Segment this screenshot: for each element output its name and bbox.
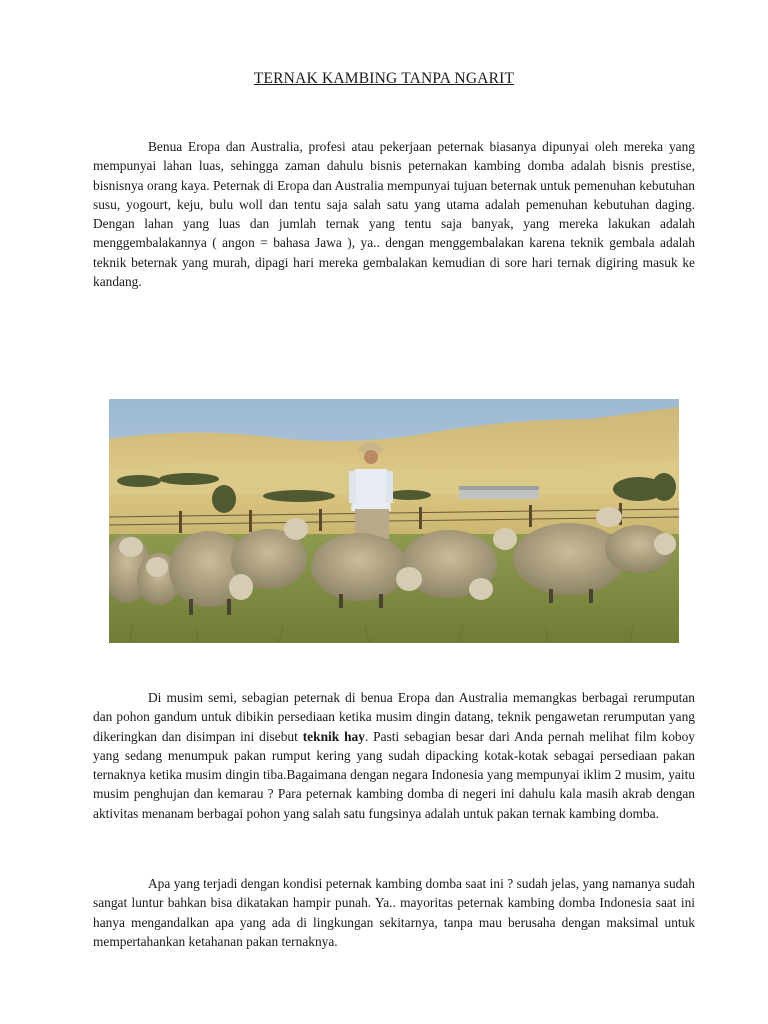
- paragraph-2-text: Di musim semi, sebagian peternak di benua Eropa dan Australia memangkas berbagai rerumputan dan pohon gandum untuk dibikin persediaan ketika musim dingin datang, teknik pengawetan rerumputan yang dikeringkan dan disimpan ini disebut: [93, 690, 695, 744]
- document-title: TERNAK KAMBING TANPA NGARIT: [253, 70, 515, 87]
- paragraph-2-text-continued: . Pasti sebagian besar dari Anda pernah melihat film koboy yang sedang menumpuk pakan rumput kering yang sudah dipacking kotak-kotak sebagai persediaan pakan ternaknya ketika musim dingin tiba.Bagaimana dengan negara Indonesia yang mempunyai iklim 2 musim, yaitu musim penghujan dan kemarau ? Para peternak kambing domba di negeri ini dahulu kala masih akrab dengan aktivitas menanam berbagai pohon yang salah satu fungsinya adalah untuk pakan ternak kambing domba.: [93, 728, 696, 821]
- teknik-hay-term: teknik hay: [302, 728, 365, 744]
- paragraph-2: [93, 688, 695, 823]
- sheep-farmer-photo: [109, 399, 679, 643]
- paragraph-1: Benua Eropa dan Australia, profesi atau pekerjaan peternak biasanya dipunyai oleh mereka yang mempunyai lahan luas, sehingga zaman dahulu bisnis peternakan kambing domba adalah bisnis prestise, bisnisnya orang kaya. Peternak di Eropa dan Australia mempunyai tujuan beternak untuk pemenuhan kebutuhan susu, yogourt, keju, bulu woll dan tentu saja salah satu yang utama adalah pemenuhan kebutuhan daging. Dengan lahan yang luas dan jumlah ternak yang tentu saja banyak, yang mereka lakukan adalah menggembalakannya ( angon = bahasa Jawa ), ya.. dengan menggembalakan karena teknik gembala adalah teknik beternak yang murah, dipagi hari mereka gembalakan kemudian di sore hari ternak digiring masuk ke kandang.: [93, 139, 695, 290]
- paragraph-3: Apa yang terjadi dengan kondisi peternak kambing domba saat ini ? sudah jelas, yang namanya sudah sangat luntur bahkan bisa dikatakan hampir punah. Ya.. mayoritas peternak kambing domba Indonesia saat ini hanya mengandalkan apa yang ada di lingkungan sekitarnya, tanpa mau berusaha dengan maksimal untuk mempertahankan ketahanan pakan ternaknya.: [93, 876, 695, 949]
